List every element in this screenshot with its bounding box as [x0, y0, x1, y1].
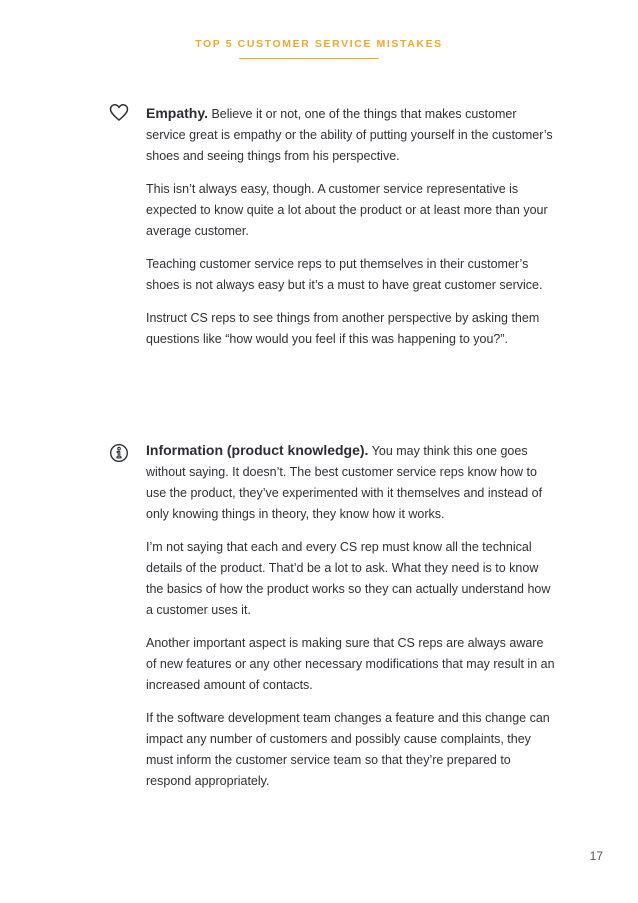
header-divider [239, 58, 379, 59]
page-header-title: TOP 5 CUSTOMER SERVICE MISTAKES [195, 38, 443, 50]
paragraph: I’m not saying that each and every CS rep must know all the technical details of the product. That’d be a lot to ask. What they need is to know the basics of how the product works so they can actually understand how a customer uses it. [146, 540, 551, 617]
heart-icon [109, 103, 129, 123]
section-lead: Empathy. [146, 105, 208, 121]
paragraph: Another important aspect is making sure that CS reps are always aware of new features or any other necessary modifications that may result in an increased amount of contacts. [146, 636, 555, 692]
paragraph: If the software development team changes a feature and this change can impact any number of customers and possibly cause complaints, they must inform the customer service team so that they’re prepared to respond appropriately. [146, 711, 550, 788]
paragraph [146, 440, 556, 525]
paragraph [146, 103, 556, 167]
info-icon [109, 443, 129, 463]
section-information [146, 440, 556, 804]
page-number: 17 [589, 849, 603, 863]
paragraph: Teaching customer service reps to put themselves in their customer’s shoes is not always easy but it’s a must to have great customer service. [146, 257, 543, 292]
paragraph-text: You may think this one goes without saying. It doesn’t. The best customer service reps know how to use the product, they’ve experimented with it themselves and instead of only knowing things in theory, they know how it works. [146, 444, 543, 521]
section-lead: Information (product knowledge). [146, 442, 369, 458]
paragraph-text: Believe it or not, one of the things that makes customer service great is empathy or the ability of putting yourself in the customer’s shoes and seeing things from his perspective. [146, 107, 553, 163]
paragraph: Instruct CS reps to see things from another perspective by asking them questions like “how would you feel if this was happening to you?”. [146, 311, 540, 346]
section-empathy [146, 103, 556, 362]
paragraph: This isn’t always easy, though. A customer service representative is expected to know quite a lot about the product or at least more than your average customer. [146, 182, 548, 238]
